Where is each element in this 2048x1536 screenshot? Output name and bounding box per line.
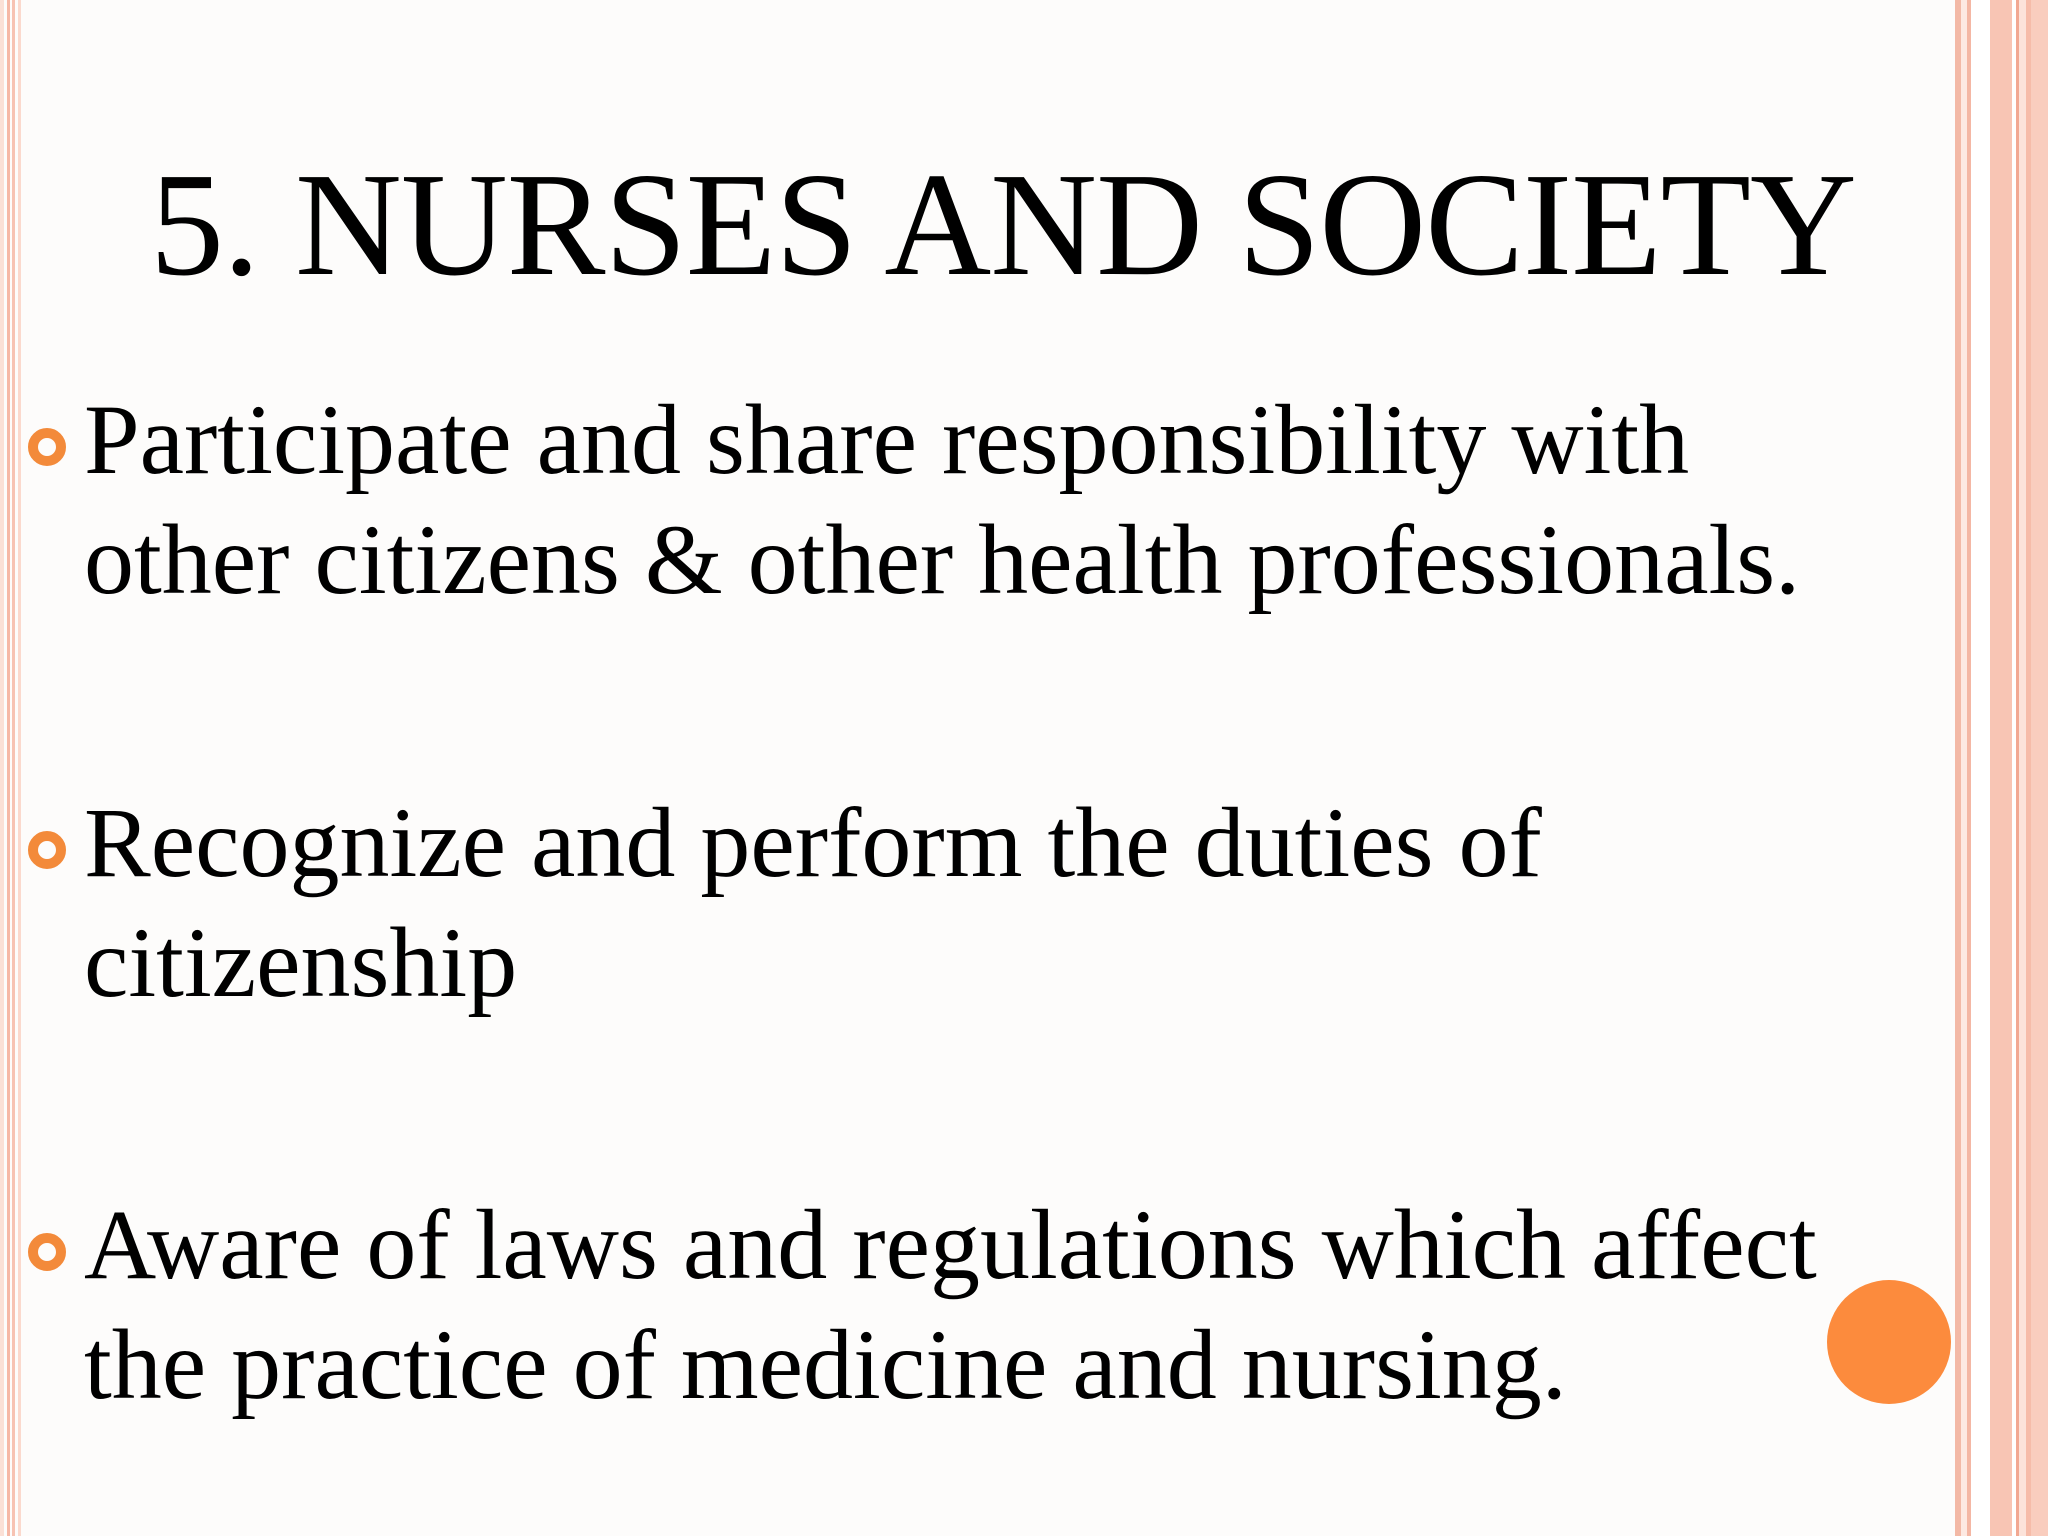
left-border-stripe bbox=[0, 0, 4, 1536]
left-border-stripe bbox=[7, 0, 10, 1536]
bullet-text: Participate and share responsibility with other citizens & other health professionals. bbox=[84, 384, 1801, 615]
left-border-stripe bbox=[18, 0, 21, 1536]
left-border-stripe bbox=[12, 0, 15, 1536]
right-border-stripe bbox=[2031, 0, 2048, 1536]
bullet-text: Aware of laws and regulations which affect the practice of medicine and nursing. bbox=[84, 1189, 1817, 1420]
bullet-text: Recognize and perform the duties of citizenship bbox=[84, 787, 1542, 1018]
slide-title: 5. NURSES AND SOCIETY bbox=[150, 143, 1856, 307]
ring-bullet-icon bbox=[28, 831, 66, 869]
decorative-orange-circle bbox=[1827, 1280, 1951, 1404]
right-border-stripe bbox=[1971, 0, 1990, 1536]
ring-bullet-icon bbox=[28, 428, 66, 466]
right-border-stripe bbox=[2019, 0, 2026, 1536]
ring-bullet-icon bbox=[28, 1233, 66, 1271]
right-border-stripe bbox=[1990, 0, 2012, 1536]
